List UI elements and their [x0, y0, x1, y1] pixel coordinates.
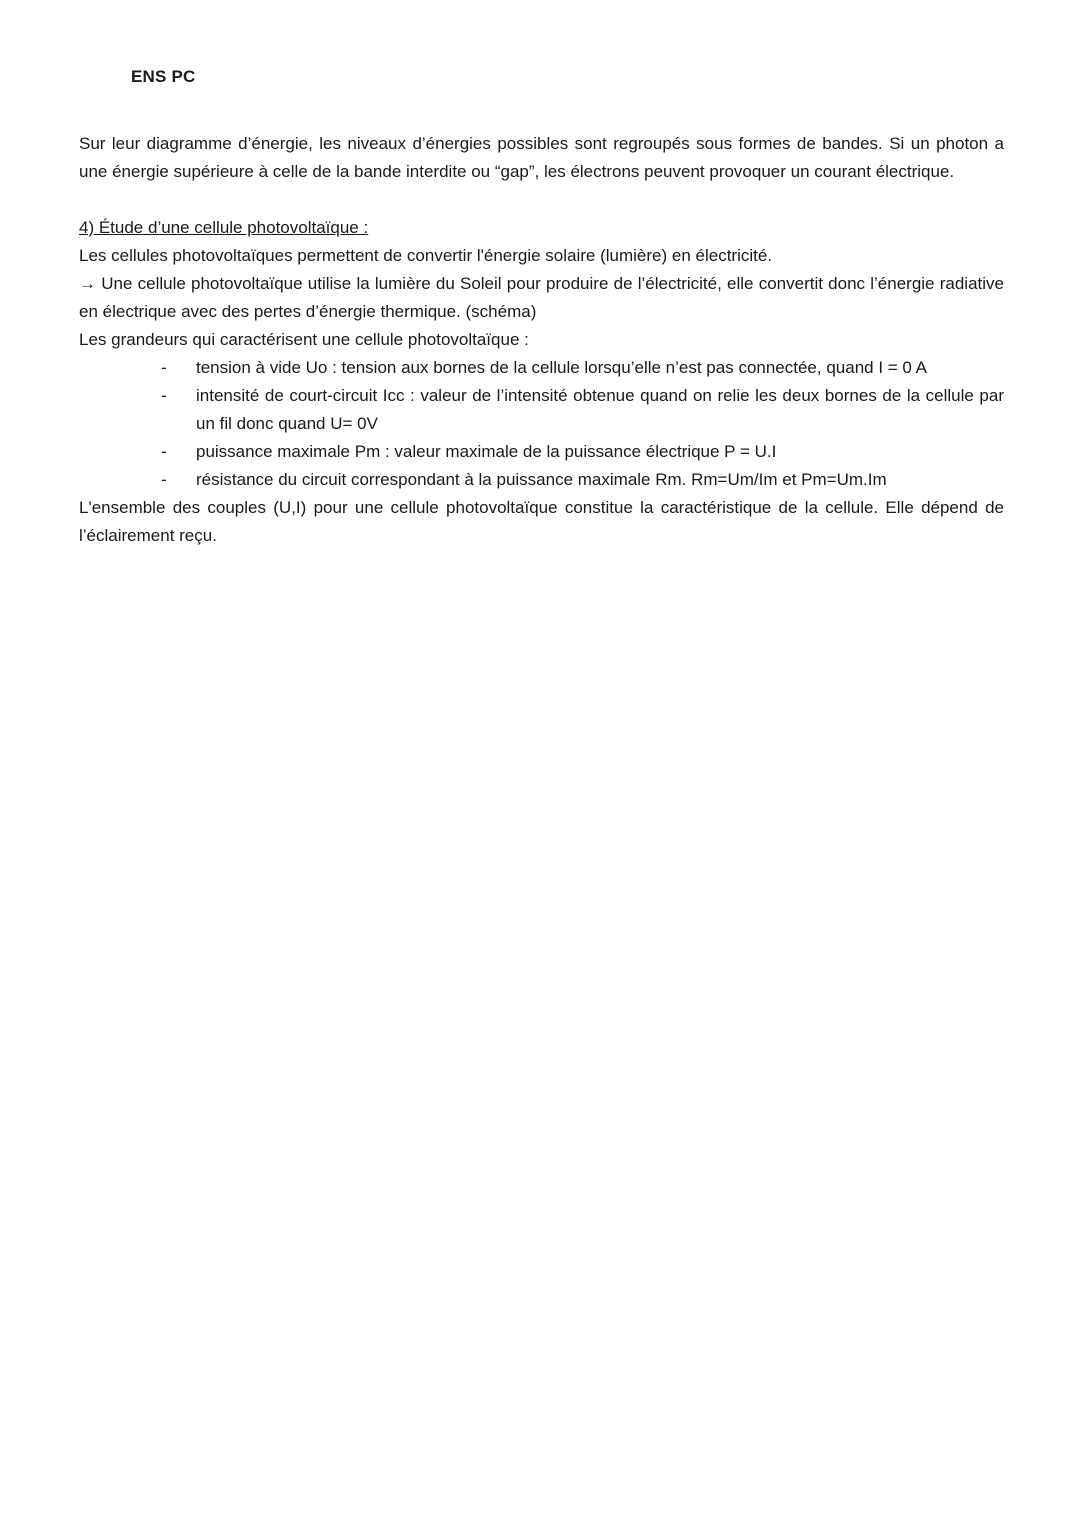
document-body — [79, 130, 1004, 550]
section-line-2: → Une cellule photovoltaïque utilise la lumière du Soleil pour produire de l’électricité, elle convertit donc l’énergie radiative en électrique avec des pertes d’énergie thermique. (schéma) — [79, 274, 1004, 321]
section-line-1: Les cellules photovoltaïques permettent de convertir l'énergie solaire (lumière) en électricité. — [79, 246, 773, 265]
document-header: ENS PC — [131, 67, 196, 86]
list-item — [79, 382, 1004, 438]
bullet-dash: - — [161, 386, 167, 405]
characteristics-list — [79, 354, 1004, 494]
list-item — [79, 466, 1004, 494]
section-title: 4) Étude d’une cellule photovoltaïque : — [79, 218, 369, 237]
bullet-dash: - — [161, 358, 167, 377]
list-item-text: puissance maximale Pm : valeur maximale de la puissance électrique P = U.I — [196, 442, 777, 461]
conclusion-paragraph: L'ensemble des couples (U,I) pour une cellule photovoltaïque constitue la caractéristique de la cellule. Elle dépend de l’éclairement reçu. — [79, 498, 1004, 545]
list-item-text: tension à vide Uo : tension aux bornes de la cellule lorsqu’elle n’est pas connectée, quand I = 0 A — [196, 358, 928, 377]
bullet-dash: - — [161, 442, 167, 461]
list-item — [79, 354, 1004, 382]
bullet-dash: - — [161, 470, 167, 489]
list-item-text: intensité de court-circuit Icc : valeur de l’intensité obtenue quand on relie les deux bornes de la cellule par un fil donc quand U= 0V — [196, 386, 1004, 433]
intro-paragraph: Sur leur diagramme d’énergie, les niveaux d’énergies possibles sont regroupés sous formes de bandes. Si un photon a une énergie supérieure à celle de la bande interdite ou “gap”, les électrons peuvent provoquer un courant électrique. — [79, 134, 1004, 181]
paragraph-spacer — [79, 186, 1004, 214]
list-item-text: résistance du circuit correspondant à la puissance maximale Rm. Rm=Um/Im et Pm=Um.Im — [196, 470, 887, 489]
section-line-3: Les grandeurs qui caractérisent une cellule photovoltaïque : — [79, 330, 529, 349]
list-item — [79, 438, 1004, 466]
